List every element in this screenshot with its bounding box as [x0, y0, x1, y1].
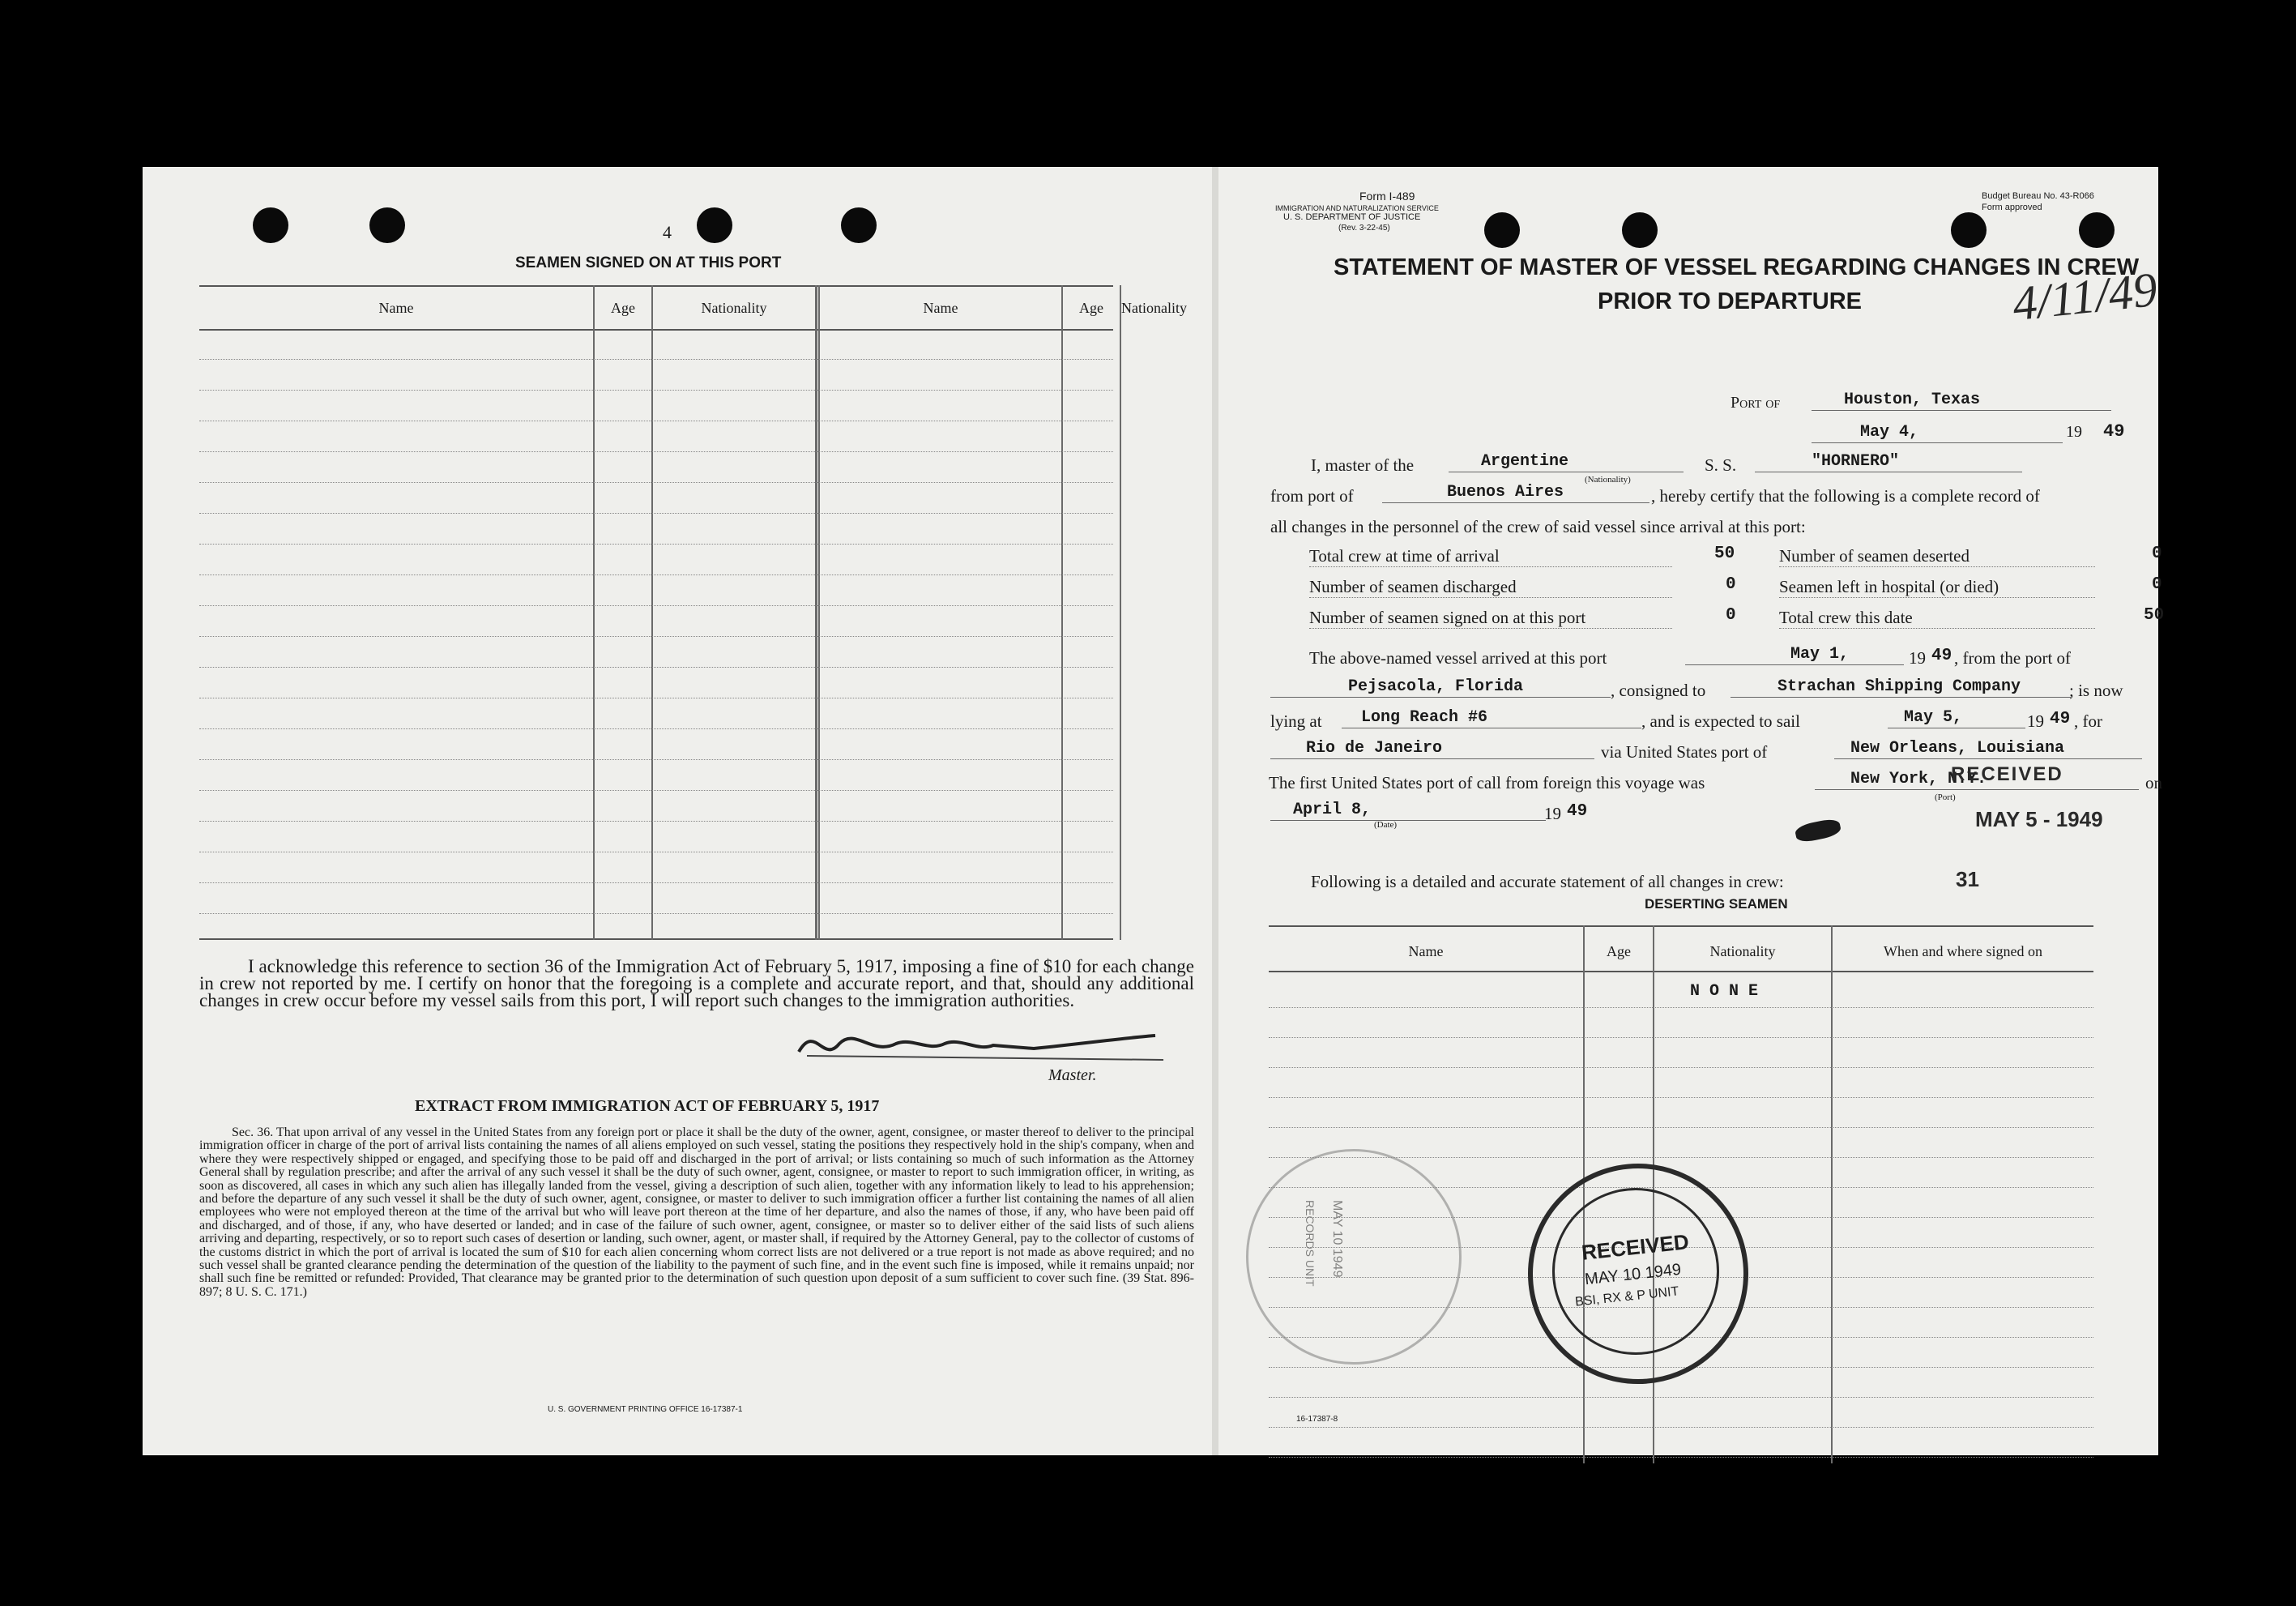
received-round-unit: BSI, RX & P UNIT	[1574, 1284, 1680, 1309]
prev-port-value: Pejsacola, Florida	[1348, 677, 1524, 696]
on-label: on	[2145, 773, 2162, 792]
first-date-year-prefix: 19	[1544, 804, 1561, 823]
table-row-rule	[199, 481, 1113, 483]
port-value: Houston, Texas	[1844, 391, 1981, 409]
punch-hole	[697, 207, 732, 243]
printer-line: U. S. GOVERNMENT PRINTING OFFICE 16-17387-1	[548, 1405, 743, 1414]
table-row-rule	[199, 543, 1113, 545]
seamen-deserted-value: 0	[2152, 545, 2162, 563]
first-date-year: 49	[1567, 802, 1588, 821]
seamen-signed-on-title: SEAMEN SIGNED ON AT THIS PORT	[515, 254, 782, 271]
center-fold	[1212, 167, 1218, 1455]
table-row-rule	[1269, 1396, 2093, 1398]
agency-line-2: U. S. DEPARTMENT OF JUSTICE	[1283, 212, 1421, 222]
sail-year-prefix: 19	[2027, 711, 2044, 731]
revision-line: (Rev. 3-22-45)	[1338, 224, 1390, 233]
lying-line	[1342, 708, 1641, 728]
budget-bureau-line: Budget Bureau No. 43-R066	[1982, 191, 2094, 201]
nationality-line	[1449, 452, 1684, 472]
first-date-value: April 8,	[1293, 801, 1372, 819]
seamen-discharged-row: Number of seamen discharged	[1309, 577, 1672, 598]
column-header-nationality: Nationality	[701, 300, 767, 316]
from-port-line	[1382, 483, 1649, 503]
via-line	[1834, 739, 2142, 759]
table-row-rule	[199, 666, 1113, 668]
table-row-rule	[1269, 1126, 2093, 1128]
nationality-value: Argentine	[1481, 452, 1569, 471]
table-row-rule	[1269, 1096, 2093, 1098]
column-header-name: Name	[923, 300, 958, 316]
lying-value: Long Reach #6	[1361, 708, 1488, 727]
form-approved-line: Form approved	[1982, 203, 2042, 212]
column-header-age: Age	[1607, 943, 1631, 959]
date-value: May 4,	[1860, 423, 1919, 442]
consignee-line	[1731, 677, 2071, 698]
table-row-rule	[1269, 1006, 2093, 1008]
punch-hole	[2079, 212, 2115, 248]
destination-line	[1270, 739, 1594, 759]
seamen-signed-on-value: 0	[1726, 606, 1736, 625]
extract-text: Sec. 36. That upon arrival of any vessel in the United States from any foreign port or place it shall be the duty of the owner, agent, consignee, or master thereof to deliver to the principal immigration officer in charge of the port of arrival lists containing the names of all aliens employed on such vessel, stating the positions they respectively hold in the ship's company, when and where they were respectively shipped or engaged, and specifying those to be paid off and discharged in the port of arrival; or lists containing so much of such information as the Attorney General shall by regulation prescribe; and after the arrival of any such vessel it shall be the duty of such owner, agent, consignee, or master to report to such immigration officer, in writing, as soon as discovered, all cases in which any such alien has illegally landed from the vessel, giving a description of such alien, together with any information likely to lead to his apprehension; and before the departure of any such vessel it shall be the duty of such owner, agent, consignee, or master to deliver to such immigration officer a further list containing the names of all alien employees who were not employed thereon at the time of the arrival but who will leave port thereon at the time of her departure, and also the names of those, if any, who have been paid off and discharged, and of those, if any, who have deserted or landed; and in case of the failure of such owner, agent, consignee, or master so to deliver either of the said lists of such aliens arriving and departing, respectively, or so to report such cases of desertion or landing, such owner, agent, or master shall, if required by the Attorney General, pay to the collector of customs of the customs district in which the port of arrival is located the sum of $10 for each alien concerning whom correct lists are not delivered or a true report is not made as above required; and no such vessel shall be granted clearance pending the determination of the question of the liability to the payment of such fine, and in the event such fine is imposed, while it remains unpaid; nor shall such fine be remitted or refunded: Provided, That clearance may be granted prior to the determination of such question upon deposit of a sum sufficient to cover such fine. (39 Stat. 896-897; 8 U. S. C. 171.)	[199, 1125, 1194, 1299]
date-caption: (Date)	[1374, 820, 1398, 830]
records-unit-stamp: MAY 10 1949 RECORDS UNIT	[1246, 1149, 1462, 1365]
received-stamp-top-date: MAY 5 - 1949	[1975, 807, 2103, 831]
port-line	[1812, 391, 2111, 411]
ss-label: S. S.	[1705, 455, 1737, 475]
table-row-rule	[1269, 1426, 2093, 1428]
is-now-label: ; is now	[2069, 681, 2123, 700]
vessel-line	[1755, 452, 2022, 472]
table-row-rule	[199, 851, 1113, 852]
table-row-rule	[199, 574, 1113, 575]
table-row-rule	[199, 789, 1113, 791]
arrived-line	[1685, 645, 1904, 665]
table-row-rule	[199, 512, 1113, 514]
total-crew-arrival-value: 50	[1714, 545, 1735, 563]
deserting-entry: N O N E	[1690, 982, 1759, 1001]
first-date-line	[1270, 801, 1546, 821]
table-row-rule	[1269, 1066, 2093, 1068]
master-of-label: I, master of the	[1311, 455, 1415, 475]
following-text: Following is a detailed and accurate statement of all changes in crew:	[1311, 872, 1784, 891]
punch-hole	[253, 207, 288, 243]
date-year: 49	[2103, 421, 2125, 442]
via-value: New Orleans, Louisiana	[1850, 739, 2065, 758]
arrived-label: The above-named vessel arrived at this port	[1309, 648, 1607, 668]
year-prefix: 19	[2066, 423, 2082, 441]
for-label: , for	[2074, 711, 2102, 731]
printer-line-right: 16-17387-8	[1296, 1415, 1338, 1424]
received-round-stamp	[1528, 1164, 1748, 1384]
stamp-smudge	[1794, 817, 1841, 844]
consignee-value: Strachan Shipping Company	[1777, 677, 2021, 696]
extract-title: EXTRACT FROM IMMIGRATION ACT OF FEBRUARY 5, 1917	[415, 1097, 880, 1115]
table-row-rule	[199, 451, 1113, 452]
punch-hole	[841, 207, 877, 243]
arrived-year-prefix: 19	[1909, 648, 1926, 668]
consigned-label: , consigned to	[1611, 681, 1706, 700]
punch-hole	[1622, 212, 1658, 248]
deserting-seamen-title: DESERTING SEAMEN	[1645, 896, 1788, 912]
total-crew-arrival-row: Total crew at time of arrival	[1309, 546, 1672, 567]
form-subtitle: PRIOR TO DEPARTURE	[1598, 288, 1863, 314]
master-label: Master.	[1048, 1066, 1097, 1084]
port-caption: (Port)	[1935, 792, 1956, 802]
column-header-when-where: When and where signed on	[1884, 943, 2042, 959]
column-header-name: Name	[378, 300, 414, 316]
vessel-name: "HORNERO"	[1812, 452, 1900, 471]
table-row-rule	[199, 358, 1113, 360]
total-crew-date-value: 50	[2144, 606, 2165, 625]
seamen-signed-on-row: Number of seamen signed on at this port	[1309, 608, 1672, 629]
arrived-date: May 1,	[1790, 645, 1850, 664]
handwritten-date-note: 4/11/49	[2009, 262, 2160, 331]
table-row-rule	[199, 912, 1113, 914]
from-port-value: Buenos Aires	[1447, 483, 1564, 502]
table-row-rule	[1269, 1156, 2093, 1158]
page-number: 4	[663, 222, 672, 242]
seamen-deserted-row: Number of seamen deserted	[1779, 546, 2095, 567]
from-the-port-label: , from the port of	[1954, 648, 2072, 668]
first-port-label: The first United States port of call from foreign this voyage was	[1269, 773, 1705, 792]
certify-text: , hereby certify that the following is a complete record of	[1651, 486, 2040, 506]
punch-hole	[1484, 212, 1520, 248]
seamen-discharged-value: 0	[1726, 575, 1736, 594]
table-row-rule	[199, 697, 1113, 698]
destination-value: Rio de Janeiro	[1306, 739, 1443, 758]
total-crew-date-row: Total crew this date	[1779, 608, 2095, 629]
table-row-rule	[199, 882, 1113, 883]
port-label: Port of	[1731, 394, 1781, 412]
document-sheet	[143, 167, 2165, 1455]
table-row-rule	[199, 420, 1113, 421]
column-header-nationality: Nationality	[1709, 943, 1776, 959]
table-row-rule	[199, 635, 1113, 637]
column-header-age: Age	[611, 300, 635, 316]
master-signature	[791, 1019, 1293, 1068]
table-row-rule	[1269, 1036, 2093, 1038]
column-header-nationality: Nationality	[1121, 300, 1187, 316]
table-row-rule	[199, 820, 1113, 822]
seamen-hospital-row: Seamen left in hospital (or died)	[1779, 577, 2095, 598]
date-line	[1812, 423, 2063, 443]
acknowledgement-text: I acknowledge this reference to section 36 of the Immigration Act of February 5, 1917, imposing a fine of $10 for each change in crew not reported by me. I certify on honor that the foregoing is a complete and accurate report, and that, should any additional changes in crew occur before my vessel sails from this port, I will report such changes to the immigration authorities.	[199, 956, 1194, 1010]
sail-date: May 5,	[1904, 708, 1963, 727]
received-round-label: RECEIVED	[1580, 1229, 1691, 1265]
received-round-date: MAY 10 1949	[1584, 1260, 1683, 1289]
sail-year: 49	[2050, 710, 2071, 728]
expected-label: , and is expected to sail	[1641, 711, 1800, 731]
arrived-year: 49	[1931, 647, 1952, 665]
agency-line-1: IMMIGRATION AND NATURALIZATION SERVICE	[1275, 204, 1439, 212]
form-title: STATEMENT OF MASTER OF VESSEL REGARDING CHANGES IN CREW	[1334, 254, 2140, 280]
form-number: Form I-489	[1359, 190, 1415, 203]
punch-hole	[1951, 212, 1987, 248]
via-label: via United States port of	[1601, 742, 1768, 762]
sail-line	[1888, 708, 2025, 728]
certify-text-2: all changes in the personnel of the crew of said vessel since arrival at this port:	[1270, 517, 1806, 536]
column-header-age: Age	[1079, 300, 1103, 316]
column-header-name: Name	[1408, 943, 1444, 959]
received-stamp-top: RECEIVED	[1951, 763, 2063, 785]
table-row-rule	[199, 389, 1113, 391]
lying-label: lying at	[1270, 711, 1322, 731]
received-stamp-number: 31	[1956, 867, 1979, 891]
from-port-label: from port of	[1270, 486, 1354, 506]
first-port-value: New York, N.Y.	[1850, 770, 1987, 788]
table-row-rule	[199, 728, 1113, 729]
table-row-rule	[1269, 1456, 2093, 1458]
prev-port-line	[1270, 677, 1611, 698]
nationality-caption: (Nationality)	[1585, 475, 1631, 485]
punch-hole	[369, 207, 405, 243]
table-row-rule	[199, 758, 1113, 760]
seamen-hospital-value: 0	[2152, 575, 2162, 594]
signed-on-table	[199, 285, 1187, 940]
table-row-rule	[199, 604, 1113, 606]
